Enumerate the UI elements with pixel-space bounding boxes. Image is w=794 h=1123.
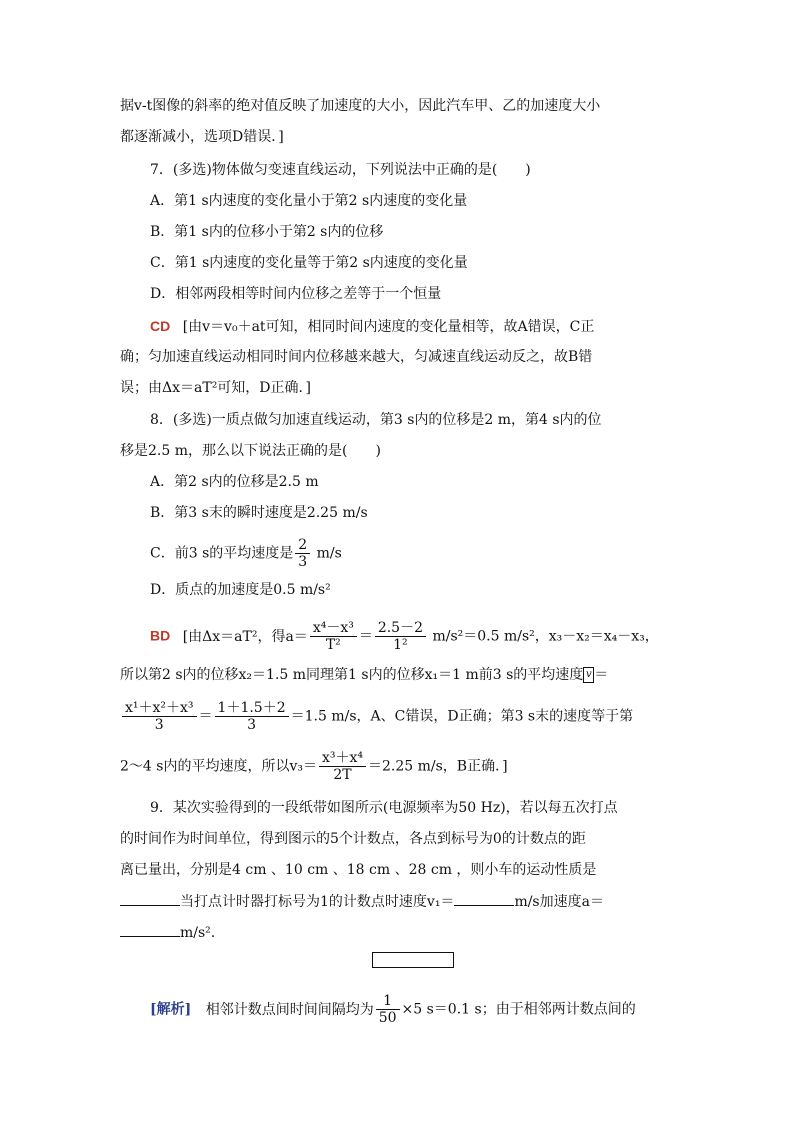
answer-8-text: [由Δx＝aT²，得a＝ <box>182 628 308 645</box>
text-line <box>120 665 608 685</box>
answer-7-tag: CD <box>150 318 171 334</box>
text-line: 都逐渐减小，选项D错误．] <box>120 129 284 145</box>
fraction-den: 1² <box>393 637 408 653</box>
question-9-text: m/s². <box>180 925 216 941</box>
question-7: 7．(多选)物体做匀变速直线运动，下列说法中正确的是( ) <box>150 162 531 178</box>
solution-line <box>150 993 636 1026</box>
answer-blank[interactable] <box>120 891 180 906</box>
avg-velocity-symbol: v <box>583 667 594 683</box>
fraction-num: x³＋x⁴ <box>319 750 366 767</box>
fraction-den: 3 <box>298 554 308 570</box>
fraction-num: x¹＋x²＋x³ <box>122 700 197 717</box>
text-line <box>120 922 215 943</box>
answer-8-text: 所以第2 s内的位移x₂＝1.5 m同理第1 s内的位移x₁＝1 m前3 s的平均速度 <box>120 667 584 683</box>
text-line <box>120 891 604 912</box>
text-line: 据v-t图像的斜率的绝对值反映了加速度的大小，因此汽车甲、乙的加速度大小 <box>120 98 601 114</box>
solution-text: ×5 s＝0.1 s；由于相邻两计数点间的 <box>401 1001 636 1018</box>
text-line: 确；匀加速直线运动相同时间内位移越来越大，匀减速直线运动反之，故B错 <box>120 349 593 365</box>
answer-blank[interactable] <box>120 922 180 937</box>
solution-text: 相邻计数点间时间间隔均为 <box>205 1001 374 1018</box>
answer-8-text: ＝2.25 m/s，B正确．] <box>368 758 508 775</box>
fraction-den: 2T <box>333 767 352 783</box>
paper-tape-figure <box>372 952 454 968</box>
question-9-text: 当打点计时器打标号为1的计数点时速度v₁＝ <box>180 894 455 910</box>
question-8: 8．(多选)一质点做匀加速直线运动，第3 s内的位移是2 m，第4 s内的位 <box>150 412 602 428</box>
text-line: 误；由Δx＝aT²可知，D正确．] <box>120 380 311 396</box>
fraction-num: 1＋1.5＋2 <box>215 700 289 717</box>
answer-7-text: [由v＝v₀＋at可知，相同时间内速度的变化量相等，故A错误，C正 <box>182 319 595 335</box>
equals: ＝ <box>594 667 609 683</box>
question-9-text: m/s加速度a＝ <box>514 894 604 910</box>
fraction-den: 3 <box>247 717 257 733</box>
fraction <box>310 620 357 653</box>
option-8a: A．第2 s内的位移是2.5 m <box>150 474 319 490</box>
option-8b: B．第3 s末的瞬时速度是2.25 m/s <box>150 505 368 521</box>
fraction <box>319 750 366 783</box>
fraction-num: 2.5－2 <box>375 620 426 637</box>
text-line: 离已量出，分别是4 cm 、10 cm 、18 cm 、28 cm ，则小车的运动性质是 <box>120 862 597 878</box>
fraction <box>376 993 400 1026</box>
question-9: 9．某次实验得到的一段纸带如图所示(电源频率为50 Hz)，若以每五次打点 <box>150 800 618 816</box>
text-line: $\frac{\text{x¹＋x²＋x³}}{3}$ ＝ $\frac{1+1.5+2}{3}$ ＝1.5 m/s，A、C错误，D正确；第3 s末的速度等于第 <box>120 700 633 733</box>
fraction <box>215 700 289 733</box>
fraction <box>375 620 426 653</box>
answer-7-line <box>150 316 594 337</box>
fraction <box>295 537 310 570</box>
fraction-den: 50 <box>378 1010 397 1026</box>
answer-8-text: ＝1.5 m/s，A、C错误，D正确；第3 s末的速度等于第 <box>290 708 634 725</box>
text-line <box>120 750 508 783</box>
answer-8-line: BD [由Δx＝aT²，得a＝ $\frac{\text{x⁴－x³}}{\text{T²}}$ ＝ $\frac{2.5-2}{\text{1²}}$ m/s²＝0.5 m/s²，x₃－x₂＝x₄－x₃， <box>150 620 659 653</box>
answer-blank[interactable] <box>454 891 514 906</box>
option-7c: C．第1 s内速度的变化量等于第2 s内速度的变化量 <box>150 255 468 271</box>
fraction-num: 2 <box>295 537 310 554</box>
answer-8-text: 2～4 s内的平均速度，所以v₃＝ <box>120 758 317 775</box>
unit: m/s <box>312 545 342 562</box>
fraction-den: 3 <box>154 717 164 733</box>
fraction <box>122 700 197 733</box>
fraction-den: T² <box>325 637 341 653</box>
fraction-num: 1 <box>376 993 400 1010</box>
option-7d: D．相邻两段相等时间内位移之差等于一个恒量 <box>150 286 442 302</box>
text-line: 移是2.5 m，那么以下说法正确的是( ) <box>120 443 381 459</box>
answer-8-tag: BD <box>150 627 171 644</box>
text-line: 的时间作为时间单位，得到图示的5个计数点，各点到标号为0的计数点的距 <box>120 831 586 847</box>
option-7a: A．第1 s内速度的变化量小于第2 s内速度的变化量 <box>150 193 468 209</box>
solution-tag: [解析] <box>150 1001 192 1018</box>
option-8c <box>150 537 342 570</box>
option-8c-text: C．前3 s的平均速度是 <box>150 545 294 562</box>
fraction-num: x⁴－x³ <box>310 620 357 637</box>
option-8d: D．质点的加速度是0.5 m/s² <box>150 582 331 598</box>
option-7b: B．第1 s内的位移小于第2 s内的位移 <box>150 224 384 240</box>
answer-8-text: m/s²＝0.5 m/s²，x₃－x₂＝x₄－x₃， <box>428 628 659 645</box>
